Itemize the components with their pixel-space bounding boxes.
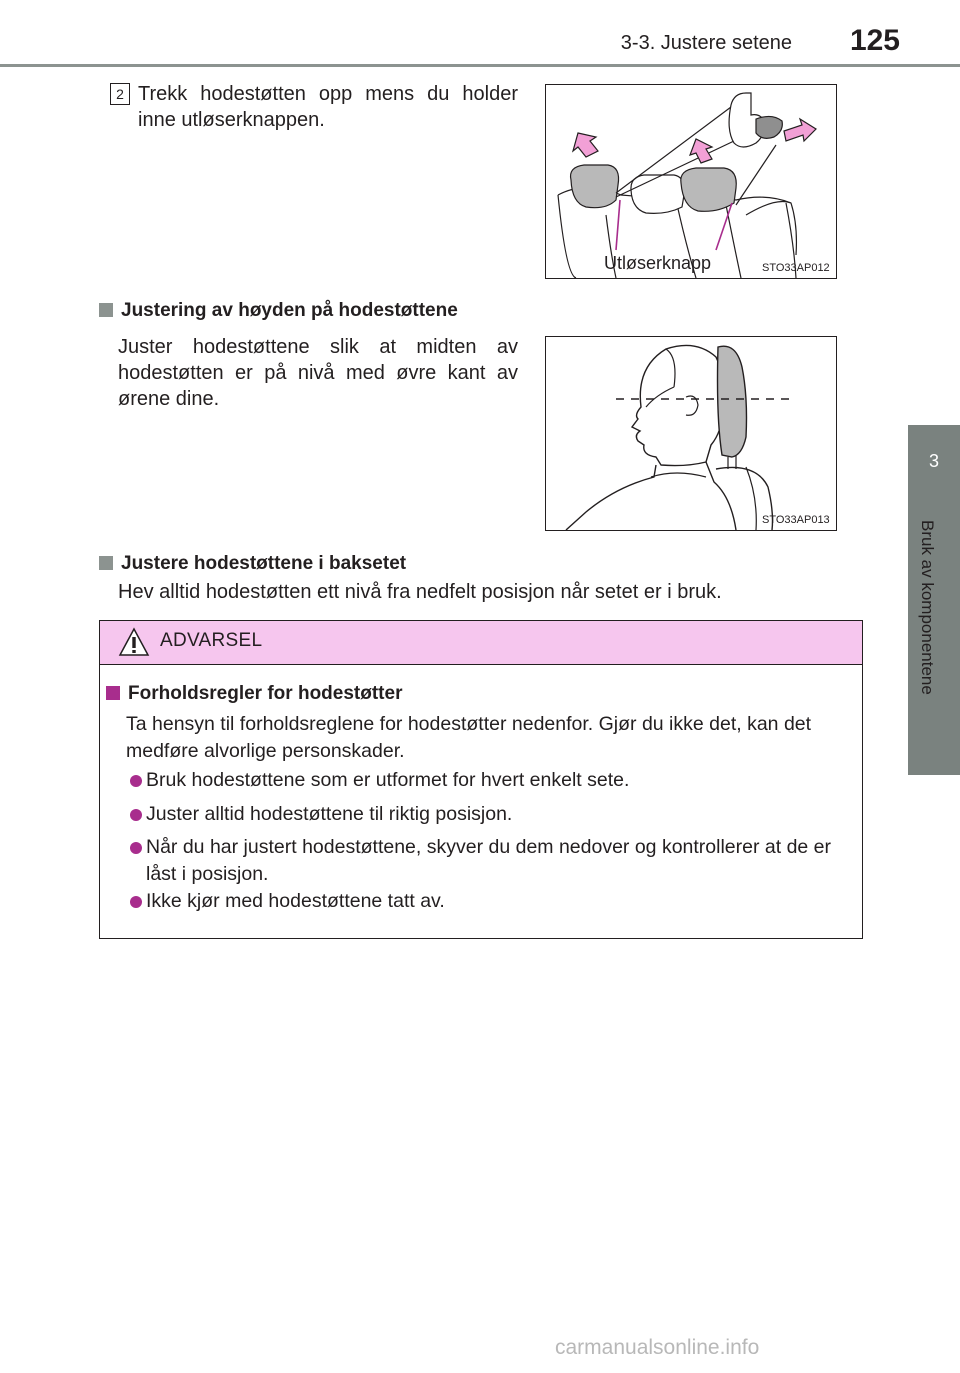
release-button-label: Utløserknapp — [604, 253, 712, 273]
warning-triangle-icon — [118, 627, 150, 657]
height-section-heading-text: Justering av høyden på hodestøttene — [121, 300, 458, 321]
figure-headrest-height — [545, 336, 837, 531]
header-divider — [0, 64, 960, 67]
warning-bullet — [130, 767, 856, 794]
step2-text: Trekk hodestøtten opp mens du holder inne utløserknappen. — [138, 83, 518, 131]
bullet-dot-icon — [130, 896, 142, 908]
height-section-heading — [99, 298, 458, 324]
warning-header — [100, 621, 862, 665]
figure-code: STO33AP012 — [762, 262, 830, 274]
warning-bullet — [130, 801, 856, 828]
warning-bullet-text: Juster alltid hodestøttene til riktig posisjon. — [146, 803, 513, 825]
chapter-tab: 3 — [908, 425, 960, 505]
warning-subheading — [106, 683, 402, 705]
warning-bullet — [130, 888, 856, 915]
chapter-title — [920, 520, 950, 760]
figure-headrest-release — [545, 84, 837, 279]
rear-section-heading — [99, 551, 406, 577]
step-number-box: 2 — [110, 83, 130, 105]
figure-code: STO33AP013 — [762, 514, 830, 526]
bullet-dot-icon — [130, 775, 142, 787]
rear-section-text: Hev alltid hodestøtten ett nivå fra nedfelt posisjon når setet er i bruk. — [118, 581, 722, 603]
warning-subheading-text: Forholdsregler for hodestøtter — [128, 683, 403, 704]
warning-box — [99, 620, 863, 939]
warning-bullet-text: Når du har justert hodestøttene, skyver du dem nedover og kontrollerer at de er låst i posisjon. — [146, 836, 832, 885]
page-number: 125 — [849, 24, 900, 57]
chapter-title-text: Bruk av komponentene — [918, 520, 937, 695]
warning-bullet-text: Ikke kjør med hodestøttene tatt av. — [146, 890, 445, 912]
warning-bullet — [130, 834, 856, 888]
warning-title: ADVARSEL — [160, 630, 263, 651]
rear-section-heading-text: Justere hodestøttene i baksetet — [121, 553, 407, 574]
warning-intro: Ta hensyn til forholdsreglene for hodestøtter nedenfor. Gjør du ikke det, kan det medføre alvorlige personskader. — [126, 713, 812, 762]
heading-square-icon — [99, 303, 113, 317]
height-section-text: Juster hodestøttene slik at midten av hodestøtten er på nivå med øvre kant av ørene dine. — [118, 336, 518, 410]
section-title: 3-3. Justere setene — [620, 32, 792, 54]
headrest-height-illustration — [546, 337, 836, 530]
warning-bullet-text: Bruk hodestøttene som er utformet for hvert enkelt sete. — [146, 769, 630, 791]
watermark: carmanualsonline.info — [555, 1336, 760, 1359]
bullet-dot-icon — [130, 842, 142, 854]
heading-square-icon — [106, 686, 120, 700]
headrest-release-illustration — [546, 85, 836, 278]
heading-square-icon — [99, 556, 113, 570]
bullet-dot-icon — [130, 809, 142, 821]
